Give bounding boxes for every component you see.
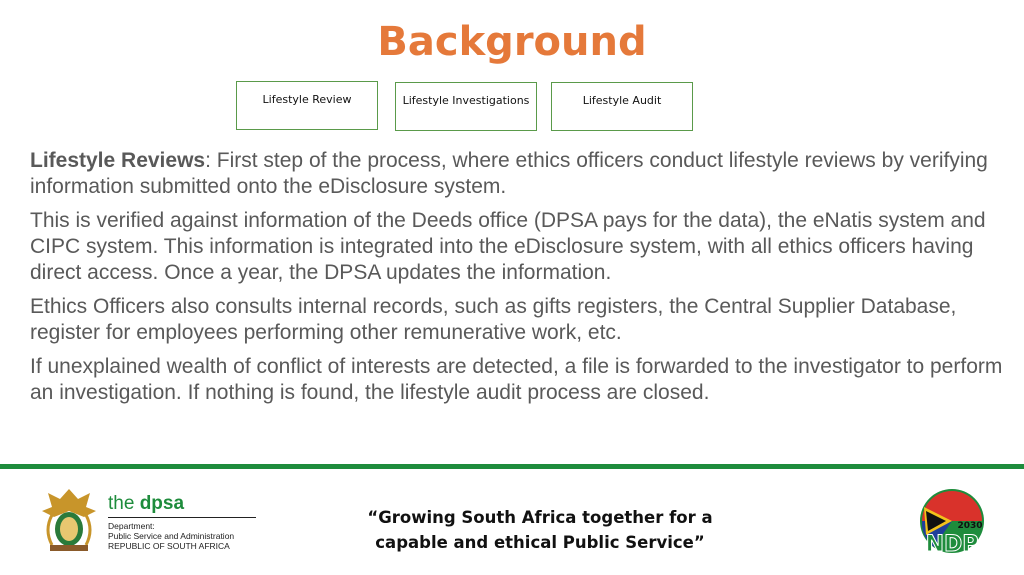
paragraph-rest: : First step of the process, where ethics officers conduct lifestyle reviews by verifying information submitted onto the eDisclosure system. [30, 149, 988, 198]
coat-of-arms-icon [38, 485, 100, 555]
dpsa-the: the [108, 493, 135, 514]
paragraph-investigation: If unexplained wealth of conflict of interests are detected, a file is forwarded to the investigator to perform an investigation. If nothing is found, the lifestyle audit process are closed. [30, 355, 1003, 404]
dpsa-department: Department: [108, 521, 155, 531]
slogan-line-2: capable and ethical Public Service” [375, 533, 705, 552]
body-text [30, 148, 1010, 414]
slogan-line-1: “Growing South Africa together for a [367, 508, 713, 527]
paragraph-verification: This is verified against information of the Deeds office (DPSA pays for the data), the eNatis system and CIPC system. This information is integrated into the eDisclosure system, with all ethics officers having direct access. Once a year, the DPSA updates the information. [30, 209, 986, 284]
box-lifestyle-audit: Lifestyle Audit [551, 82, 693, 131]
box-lifestyle-review: Lifestyle Review [236, 81, 378, 130]
dpsa-logo [108, 493, 258, 551]
footer-slogan [340, 505, 740, 555]
dpsa-rsa: REPUBLIC OF SOUTH AFRICA [108, 541, 230, 551]
ndp-year: 2030 [957, 521, 983, 531]
paragraph-lifestyle-reviews [30, 148, 1010, 200]
ndp-text: NDP [925, 532, 979, 557]
paragraph-internal-records: Ethics Officers also consults internal records, such as gifts registers, the Central Supplier Database, register for employees performing other remunerative work, etc. [30, 295, 957, 344]
dpsa-name: dpsa [139, 493, 185, 514]
dpsa-underline [108, 517, 256, 518]
slide-title: Background [377, 19, 647, 65]
dpsa-psa: Public Service and Administration [108, 531, 235, 541]
ndp-2030-logo [912, 487, 992, 557]
box-lifestyle-investigations: Lifestyle Investigations [395, 82, 537, 131]
paragraph-bold-term: Lifestyle Reviews [30, 149, 206, 172]
footer-divider [0, 464, 1024, 469]
